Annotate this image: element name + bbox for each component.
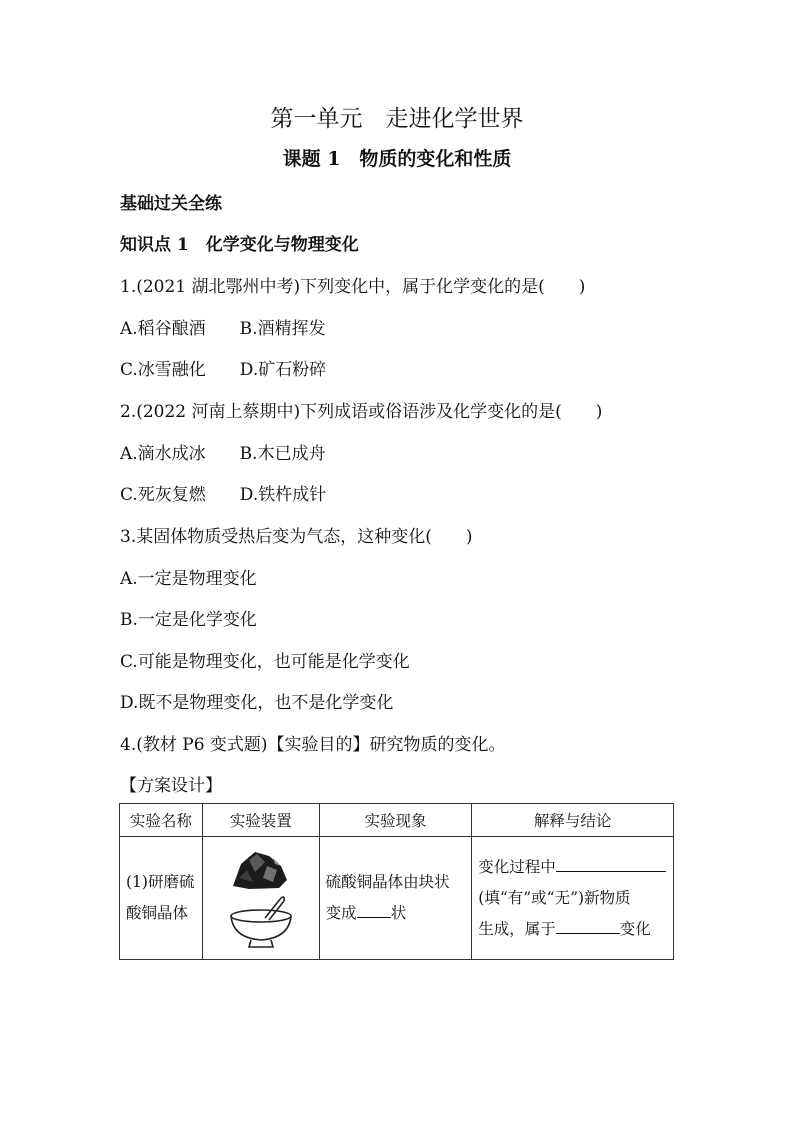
q1-options-ab: A.稻谷酿酒 B.酒精挥发 [120,319,326,339]
experiment-table [119,803,674,960]
conclusion-line1 [478,852,669,883]
phenomenon-line1: 硫酸铜晶体由块状 [325,873,450,891]
q3-option-c: C.可能是物理变化，也可能是化学变化 [120,652,410,672]
phenomenon-line2-suffix: 状 [390,904,407,922]
phenomenon-blank[interactable] [357,899,391,918]
q3-option-a: A.一定是物理变化 [120,569,257,589]
q2-stem: 2.(2022 河南上蔡期中)下列成语或俗语涉及化学变化的是( ) [120,402,603,422]
experiment-name-line1: (1)研磨硫 [126,873,195,891]
table-row [120,837,674,960]
conclusion-line3-suffix: 变化 [619,919,651,938]
header-cell-name: 实验名称 [120,804,203,837]
phenomenon-cell [319,837,472,960]
q4-design-label: 【方案设计】 [120,776,222,796]
copper-sulfate-crystal-and-mortar-image [221,842,301,954]
conclusion-line1-text: 变化过程中 [478,857,556,876]
q1-options-cd: C.冰雪融化 D.矿石粉碎 [120,360,327,380]
q4-stem: 4.(教材 P6 变式题)【实验目的】研究物质的变化。 [120,735,506,755]
experiment-name-line2: 酸铜晶体 [126,904,189,922]
new-substance-blank[interactable] [556,853,666,872]
mortar-and-pestle-icon [231,897,291,947]
phenomenon-line2-prefix: 变成 [325,904,357,922]
conclusion-cell [472,837,674,960]
experiment-name-cell [120,837,203,960]
lesson-title: 课题 1 物质的变化和性质 [282,148,512,170]
knowledge-point-heading: 知识点 1 化学变化与物理变化 [120,235,359,255]
apparatus-cell [202,837,319,960]
q1-stem: 1.(2021 湖北鄂州中考)下列变化中，属于化学变化的是( ) [120,277,586,297]
change-type-blank[interactable] [556,915,620,934]
practice-heading: 基础过关全练 [120,194,222,214]
conclusion-line3-prefix: 生成，属于 [478,919,556,938]
table-header-row [120,804,674,837]
q3-option-d: D.既不是物理变化，也不是化学变化 [120,693,394,713]
header-cell-conclusion: 解释与结论 [472,804,674,837]
conclusion-line2: (填“有”或“无”)新物质 [478,888,631,907]
q2-options-ab: A.滴水成冰 B.木已成舟 [120,444,326,464]
crystal-lump-icon [233,852,287,889]
q3-stem: 3.某固体物质受热后变为气态，这种变化( ) [120,527,473,547]
q3-option-b: B.一定是化学变化 [120,610,257,630]
conclusion-line3 [478,914,669,945]
unit-title: 第一单元 走进化学世界 [270,106,524,132]
header-cell-apparatus: 实验装置 [202,804,319,837]
header-cell-phenomenon: 实验现象 [319,804,472,837]
q2-options-cd: C.死灰复燃 D.铁杵成针 [120,485,327,505]
phenomenon-line2 [326,898,468,929]
